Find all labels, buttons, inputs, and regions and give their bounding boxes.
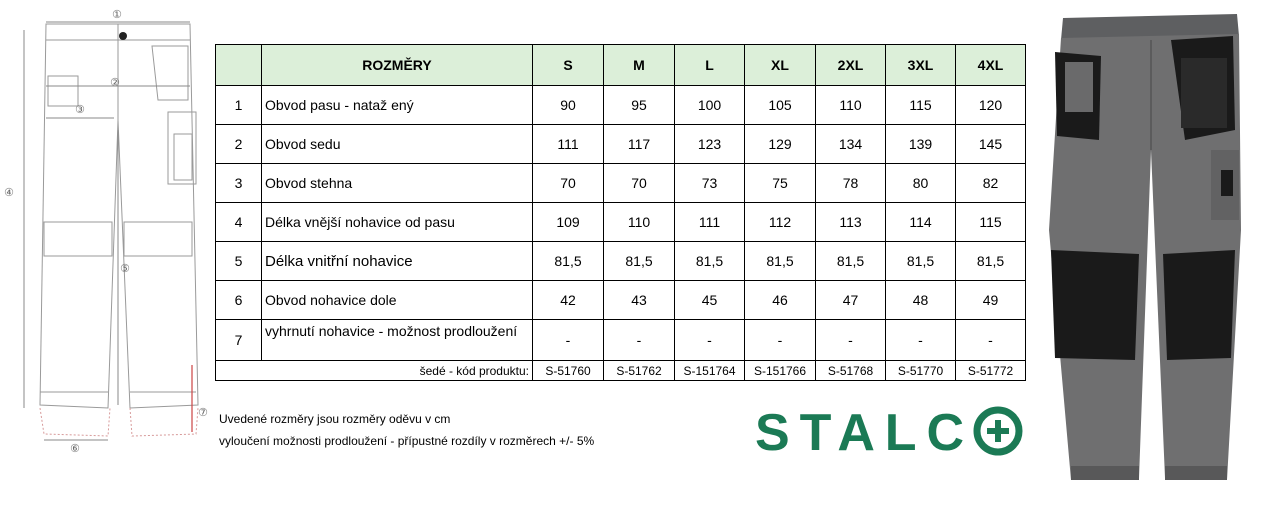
table-row [216,203,1026,242]
row-value: - [604,320,675,361]
row-value: - [675,320,745,361]
row-number: 1 [216,86,262,125]
row-value: 110 [816,86,886,125]
product-code: S-51760 [533,361,604,381]
row-value: - [886,320,956,361]
row-value: 139 [886,125,956,164]
table-row [216,281,1026,320]
row-value: 81,5 [675,242,745,281]
marker-7: ⑦ [198,406,208,419]
row-number: 7 [216,320,262,361]
row-value: 114 [886,203,956,242]
row-value: 129 [745,125,816,164]
row-value: 123 [675,125,745,164]
row-number: 4 [216,203,262,242]
trousers-diagram [0,0,215,505]
row-value: 113 [816,203,886,242]
table-row [216,242,1026,281]
header-size: M [604,45,675,86]
row-number: 6 [216,281,262,320]
row-description: vyhrnutí nohavice - možnost prodloužení [262,320,533,361]
row-description: Obvod nohavice dole [262,281,533,320]
row-description: Obvod stehna [262,164,533,203]
row-value: 115 [886,86,956,125]
header-empty [216,45,262,86]
product-code-row [216,361,1026,381]
marker-6: ⑥ [70,442,80,455]
header-size: XL [745,45,816,86]
row-value: 112 [745,203,816,242]
row-value: 145 [956,125,1026,164]
row-value: 81,5 [886,242,956,281]
product-code: S-51772 [956,361,1026,381]
row-value: 47 [816,281,886,320]
row-value: 105 [745,86,816,125]
row-description: Obvod sedu [262,125,533,164]
marker-2: ② [110,76,120,89]
table-row [216,320,1026,361]
marker-5: ⑤ [120,262,130,275]
header-size: 4XL [956,45,1026,86]
row-description: Délka vnější nohavice od pasu [262,203,533,242]
trousers-photo [1035,0,1264,505]
row-value: 81,5 [956,242,1026,281]
row-value: 117 [604,125,675,164]
header-size: S [533,45,604,86]
product-code: S-51770 [886,361,956,381]
row-value: 134 [816,125,886,164]
row-value: 82 [956,164,1026,203]
row-value: - [745,320,816,361]
stalco-logo [755,400,1025,458]
header-size: 2XL [816,45,886,86]
row-value: 81,5 [745,242,816,281]
header-size: L [675,45,745,86]
row-value: 78 [816,164,886,203]
row-value: 120 [956,86,1026,125]
product-code: S-151766 [745,361,816,381]
marker-4: ④ [4,186,14,199]
size-table [215,44,1026,381]
header-size: 3XL [886,45,956,86]
row-value: 81,5 [604,242,675,281]
product-code: S-151764 [675,361,745,381]
row-value: - [533,320,604,361]
row-value: 100 [675,86,745,125]
row-value: 115 [956,203,1026,242]
marker-3: ③ [75,103,85,116]
product-code: S-51768 [816,361,886,381]
marker-1: ① [112,8,122,21]
row-value: 111 [675,203,745,242]
table-header-row [216,45,1026,86]
note-dimensions: Uvedené rozměry jsou rozměry oděvu v cm [219,412,451,426]
row-value: - [956,320,1026,361]
row-value: 81,5 [533,242,604,281]
product-code: S-51762 [604,361,675,381]
row-value: 110 [604,203,675,242]
row-value: 43 [604,281,675,320]
row-value: 73 [675,164,745,203]
row-value: 70 [604,164,675,203]
row-value: - [816,320,886,361]
note-tolerance: vyloučení možnosti prodloužení - přípustné rozdíly v rozměrech +/- 5% [219,434,595,448]
table-row [216,125,1026,164]
row-description: Obvod pasu - nataž ený [262,86,533,125]
row-value: 45 [675,281,745,320]
product-code-label: šedé - kód produktu: [216,361,533,381]
row-value: 111 [533,125,604,164]
row-number: 5 [216,242,262,281]
row-number: 2 [216,125,262,164]
row-value: 49 [956,281,1026,320]
row-value: 81,5 [816,242,886,281]
row-value: 42 [533,281,604,320]
table-row [216,86,1026,125]
row-value: 95 [604,86,675,125]
row-number: 3 [216,164,262,203]
logo-text: STALC [755,404,965,458]
row-value: 46 [745,281,816,320]
row-value: 70 [533,164,604,203]
row-value: 48 [886,281,956,320]
header-label: ROZMĚRY [262,45,533,86]
row-value: 109 [533,203,604,242]
row-value: 75 [745,164,816,203]
table-row [216,164,1026,203]
row-value: 90 [533,86,604,125]
row-description: Délka vnitřní nohavice [262,242,533,281]
row-value: 80 [886,164,956,203]
